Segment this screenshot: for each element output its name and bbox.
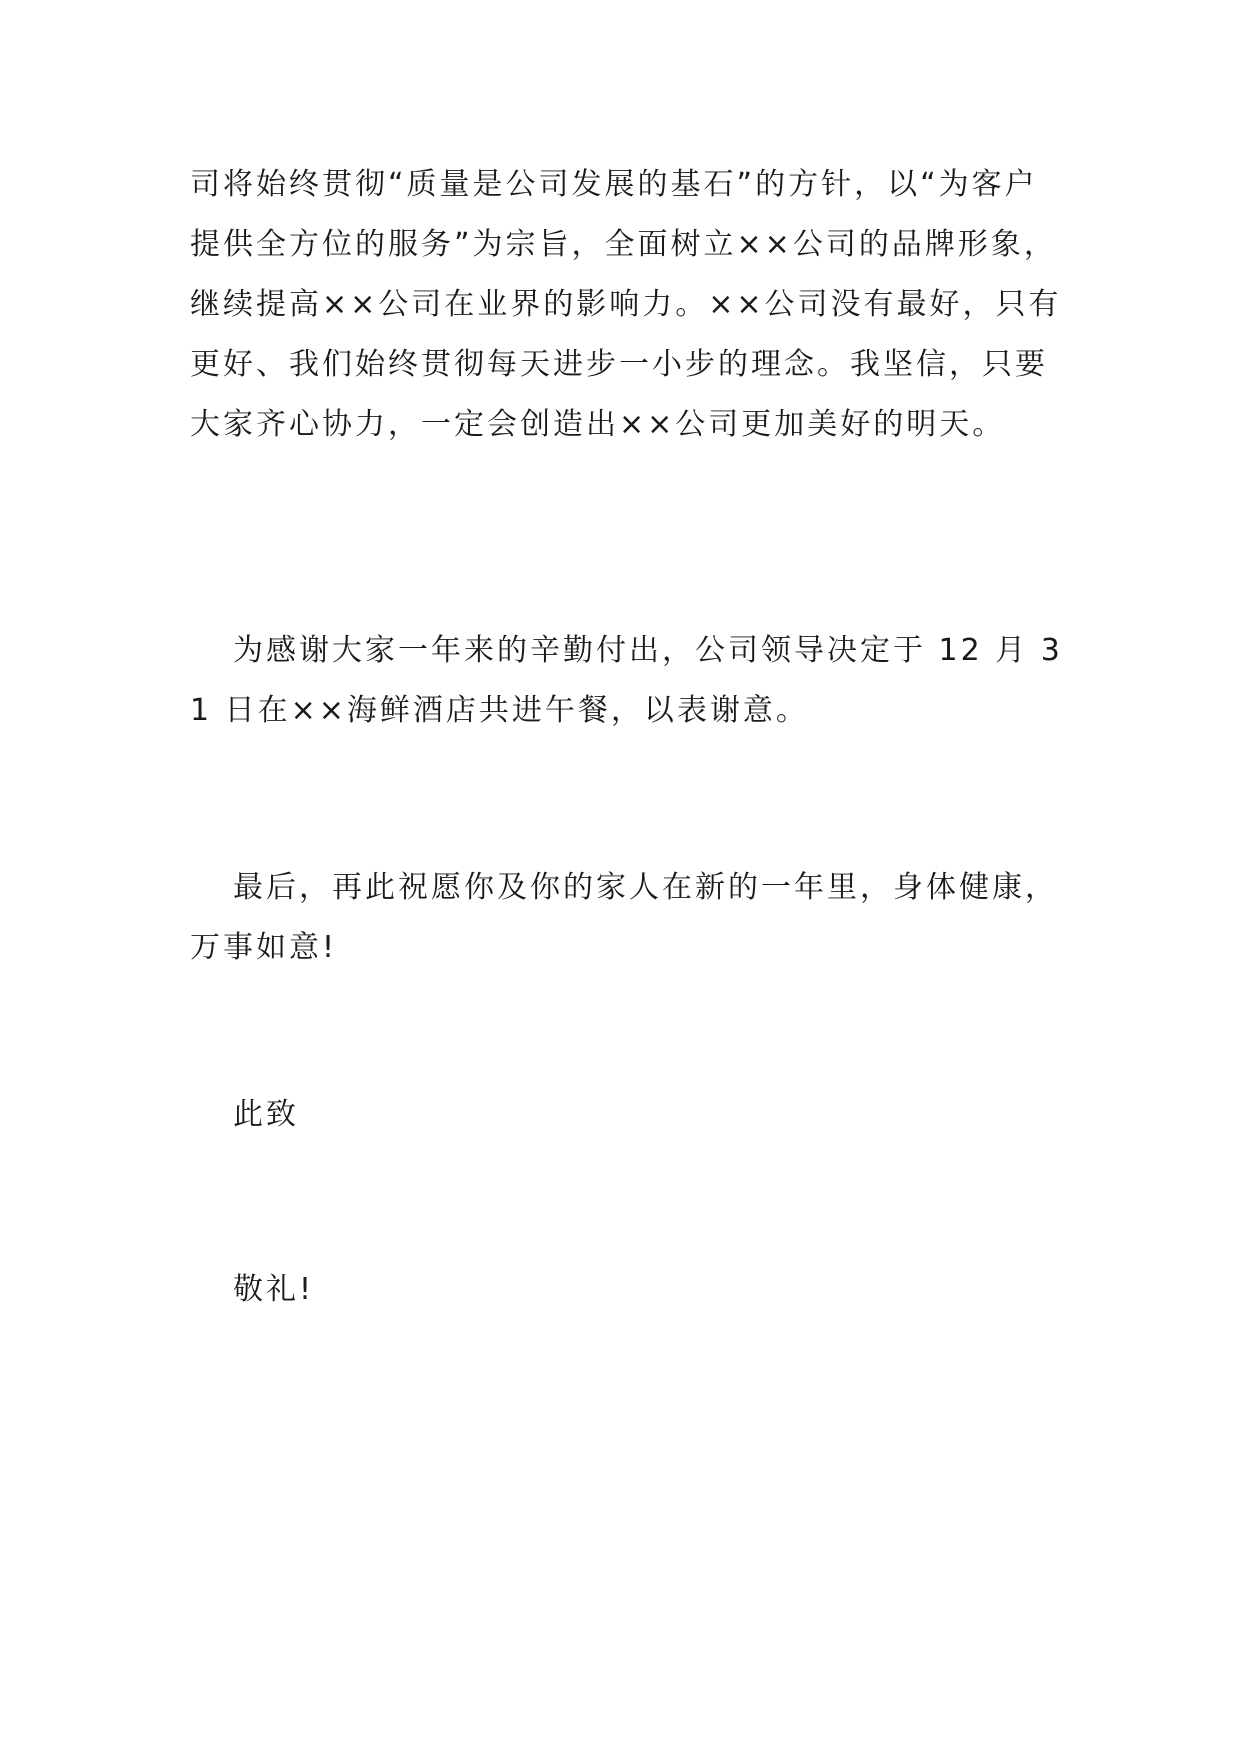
body-paragraph-1: 司将始终贯彻“质量是公司发展的基石”的方针，以“为客户提供全方位的服务”为宗旨，全面树立××公司的品牌形象，继续提高××公司在业界的影响力。××公司没有最好，只有更好、我们始终贯彻每天进步一小步的理念。我坚信，只要大家齐心协力，一定会创造出××公司更加美好的明天。: [190, 167, 1062, 442]
body-paragraph-3: 最后，再此祝愿你及你的家人在新的一年里，身体健康，万事如意!: [190, 870, 1058, 965]
closing-salutation: 此致: [233, 1097, 299, 1132]
body-paragraph-2: 为感谢大家一年来的辛勤付出，公司领导决定于 12 月 31 日在××海鲜酒店共进午餐，以表谢意。: [190, 633, 1063, 728]
closing-regards: 敬礼!: [233, 1272, 315, 1307]
